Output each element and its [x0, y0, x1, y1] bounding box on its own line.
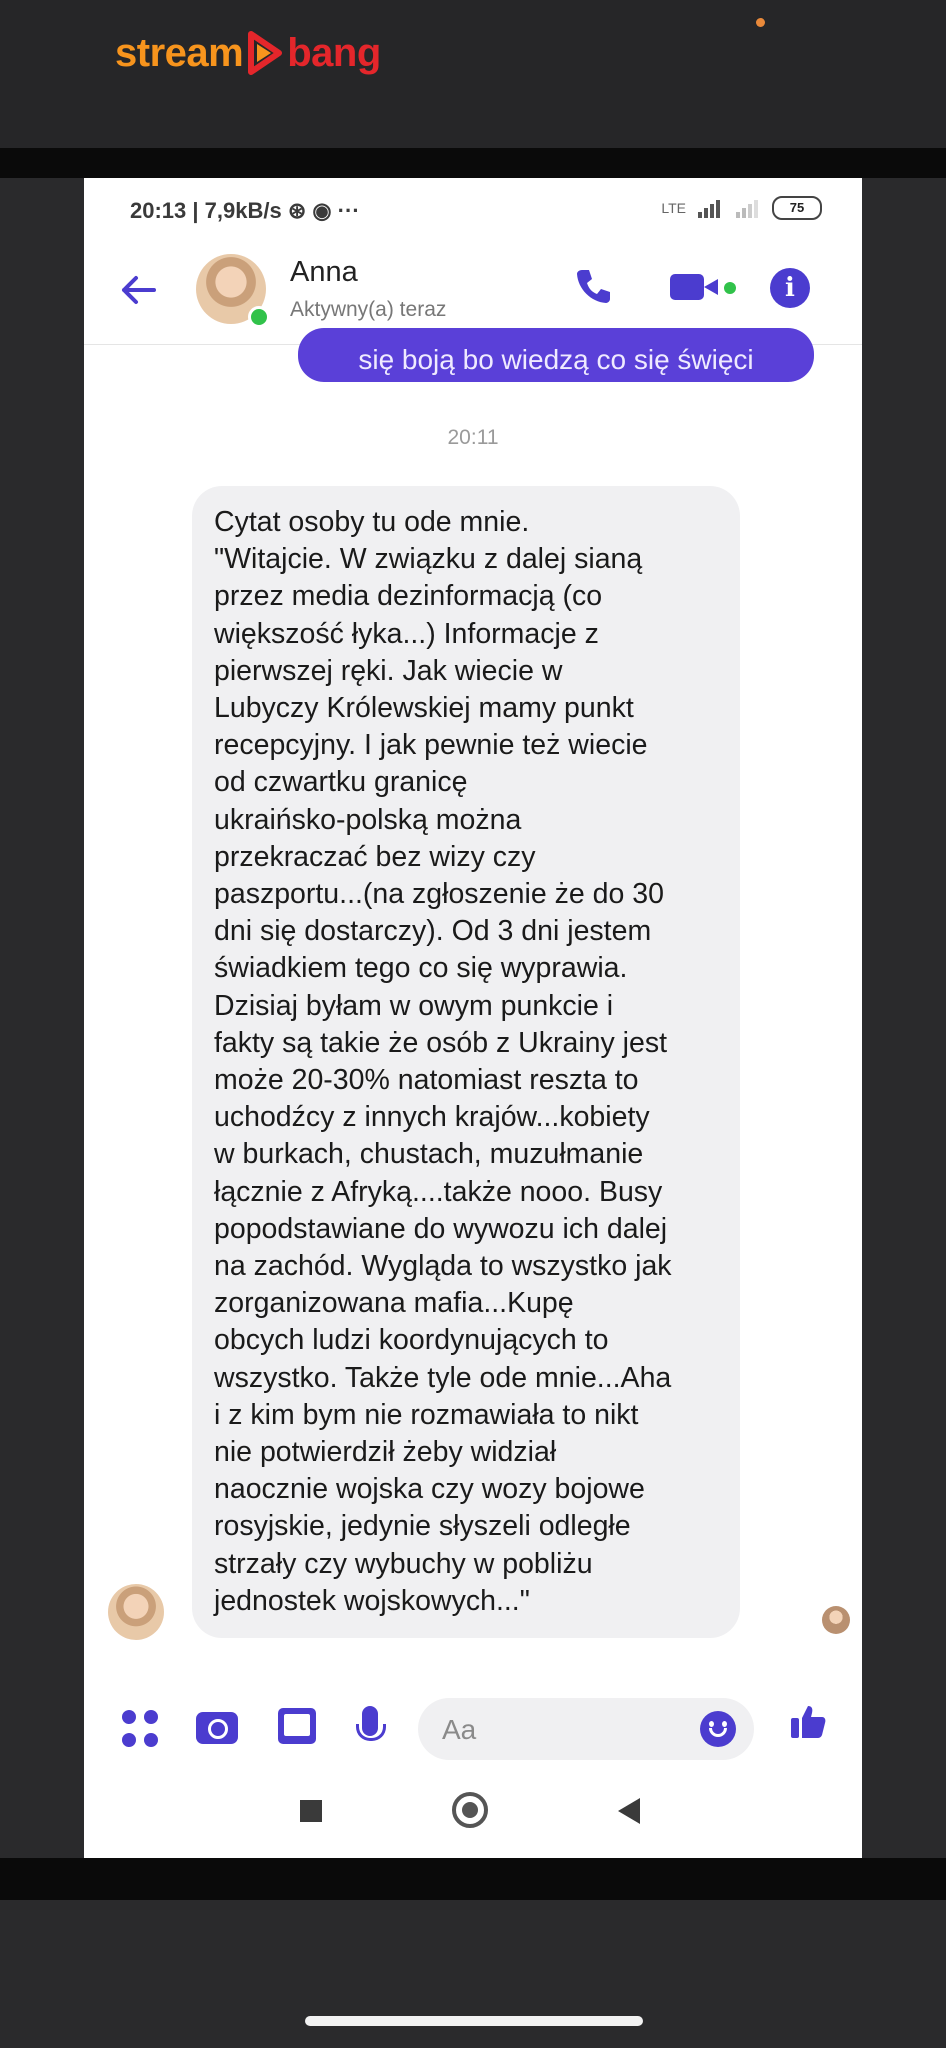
recent-apps-icon[interactable]: [300, 1800, 322, 1822]
received-message-bubble[interactable]: [192, 486, 740, 1638]
logo-text-bang: bang: [287, 30, 381, 75]
message-composer: [84, 1678, 862, 1778]
signal-bars-icon: [696, 198, 724, 218]
message-input[interactable]: [418, 1698, 754, 1760]
indicator-dot: [756, 18, 765, 27]
signal-bars-2-icon: [734, 198, 762, 218]
letterbox-top: [0, 148, 946, 178]
home-icon[interactable]: [452, 1792, 488, 1828]
seen-receipt-avatar: [822, 1606, 850, 1634]
letterbox-bottom: [0, 1858, 946, 1900]
status-icons: [661, 196, 822, 220]
online-indicator: [248, 306, 270, 328]
status-time: 20:13 | 7,9kB/s ⊛ ◉ ···: [130, 198, 360, 223]
phone-call-icon[interactable]: [574, 266, 614, 316]
status-bar: [84, 178, 862, 228]
logo-text-stream: stream: [115, 30, 244, 75]
battery-icon: 75: [772, 196, 822, 220]
message-timestamp: 20:11: [447, 426, 499, 449]
message-text: Cytat osoby tu ode mnie. "Witajcie. W związku z dalej sianą przez media dezinformacją (co większość łyka...) Informacje z pierwszej ręki. Jak wiecie w Lubyczy Królewskiej mamy punkt recepcyjny. I jak pewnie też wiecie od czwartku granicę ukraińsko-polską można przekraczać bez wizy czy paszportu...(na zgłoszenie że do 30 dni się dostarczy). Od 3 dni jestem świadkiem tego co się wyprawia. Dzisiaj byłam w owym punkcie i fakty są takie że osób z Ukrainy jest może 20-30% natomiast reszta to uchodźcy z innych krajów...kobiety w burkach, chustach, muzułmanie łącznie z Afryką....także nooo. Busy popodstawiane do wywozu ich dalej na zachód. Wygląda to wszystko jak zorganizowana mafia...Kupę obcych ludzi koordynujących to wszystko. Także tyle ode mnie...Aha i z kim bym nie rozmawiała to nikt nie potwierdził żeby widział naocznie wojska czy wozy bojowe rosyjskie, jedynie słyszeli odległe strzały czy wybuchy w pobliżu jednostek wojskowych...": [214, 506, 672, 1617]
back-arrow-icon[interactable]: [118, 270, 158, 317]
thumbs-up-icon[interactable]: [788, 1702, 828, 1752]
camera-icon[interactable]: [196, 1712, 238, 1744]
contact-name[interactable]: Anna: [290, 256, 358, 288]
contact-status: Aktywny(a) teraz: [290, 298, 447, 321]
video-call-icon[interactable]: [670, 274, 704, 300]
message-placeholder: Aa: [442, 1714, 477, 1745]
sent-message-bubble[interactable]: się boją bo wiedzą co się święci: [298, 328, 814, 382]
emoji-icon[interactable]: [700, 1711, 736, 1747]
image-gallery-icon[interactable]: [278, 1708, 316, 1744]
play-icon: [245, 28, 285, 78]
android-nav-bar: [84, 1768, 862, 1858]
signal-icon: LTE: [661, 200, 686, 216]
phone-screenshot: [84, 178, 862, 1858]
streambang-logo: [115, 28, 381, 78]
sender-avatar[interactable]: [108, 1584, 164, 1640]
video-call-lens: [704, 279, 718, 295]
home-indicator[interactable]: [305, 2016, 643, 2026]
watermark-bar: [0, 0, 946, 148]
chat-header: [84, 248, 862, 338]
microphone-stand: [356, 1724, 386, 1741]
video-active-dot: [724, 282, 736, 294]
apps-grid-icon[interactable]: [122, 1710, 160, 1748]
info-icon[interactable]: i: [770, 268, 810, 308]
back-triangle-icon[interactable]: [618, 1798, 640, 1824]
